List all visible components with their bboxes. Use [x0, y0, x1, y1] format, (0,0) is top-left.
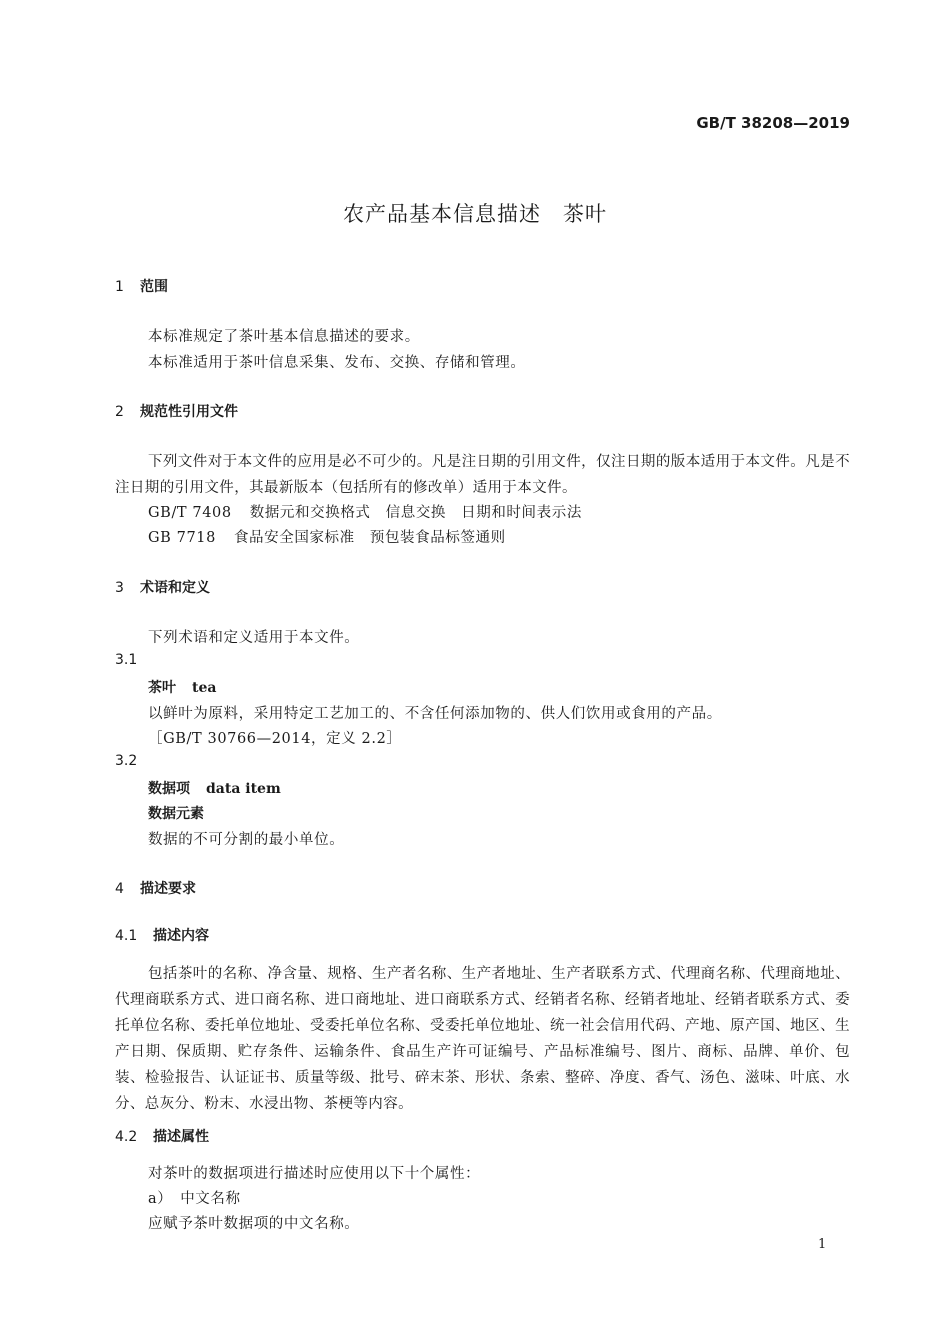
section-3-heading — [115, 577, 210, 597]
term-source: ［GB/T 30766—2014，定义 2.2］ — [148, 731, 402, 747]
term-en: data item — [206, 781, 281, 797]
section-title: 描述属性 — [153, 1129, 209, 1145]
reference-code: GB 7718 — [148, 530, 216, 546]
list-item-description: 应赋予茶叶数据项的中文名称。 — [148, 1216, 360, 1232]
attributes-intro: 对茶叶的数据项进行描述时应使用以下十个属性： — [148, 1166, 481, 1182]
scope-paragraph-2: 本标准适用于茶叶信息采集、发布、交换、存储和管理。 — [148, 355, 526, 371]
standard-number: GB/T 38208—2019 — [696, 114, 850, 132]
term-name — [148, 778, 281, 798]
section-title: 描述要求 — [140, 881, 196, 897]
terms-intro: 下列术语和定义适用于本文件。 — [148, 630, 360, 646]
section-title: 术语和定义 — [140, 580, 210, 596]
description-content-paragraph: 包括茶叶的名称、净含量、规格、生产者名称、生产者地址、生产者联系方式、代理商名称、代理商地址、代理商联系方式、进口商名称、进口商地址、进口商联系方式、经销者名称、经销者地址、经销者联系方式、委托单位名称、委托单位地址、受委托单位名称、受委托单位地址、统一社会信用代码、产地、原产国、地区、生产日期、保质期、贮存条件、运输条件、食品生产许可证编号、产品标准编号、图片、商标、品牌、单价、包装、检验报告、认证证书、质量等级、批号、碎末茶、形状、条索、整碎、净度、香气、汤色、滋味、叶底、水分、总灰分、粉末、水浸出物、茶梗等内容。 — [115, 966, 850, 1112]
section-2-heading — [115, 401, 238, 421]
term-zh: 茶叶 — [148, 680, 176, 696]
page-number: 1 — [818, 1237, 827, 1252]
term-definition: 以鲜叶为原料，采用特定工艺加工的、不含任何添加物的、供人们饮用或食用的产品。 — [148, 706, 722, 722]
term-number: 3.2 — [115, 753, 138, 769]
reference-title: 数据元和交换格式 信息交换 日期和时间表示法 — [249, 505, 582, 521]
list-item: a） 中文名称 — [148, 1191, 241, 1207]
section-1-heading — [115, 276, 168, 296]
term-name — [148, 677, 216, 697]
reference-code: GB/T 7408 — [148, 505, 232, 521]
section-number: 3 — [115, 580, 124, 596]
section-4-1-heading — [115, 925, 209, 945]
section-number: 4.2 — [115, 1129, 138, 1145]
section-title: 描述内容 — [153, 928, 209, 944]
scope-paragraph-1: 本标准规定了茶叶基本信息描述的要求。 — [148, 329, 420, 345]
section-number: 4 — [115, 881, 124, 897]
term-zh: 数据项 — [148, 781, 190, 797]
term-number: 3.1 — [115, 652, 138, 668]
term-en: tea — [192, 680, 217, 696]
section-title: 规范性引用文件 — [140, 404, 238, 420]
section-number: 1 — [115, 279, 124, 295]
term-definition: 数据的不可分割的最小单位。 — [148, 832, 345, 848]
reference-item — [148, 501, 582, 522]
normative-references-paragraph: 下列文件对于本文件的应用是必不可少的。凡是注日期的引用文件，仅注日期的版本适用于本文件。凡是不注日期的引用文件，其最新版本（包括所有的修改单）适用于本文件。 — [115, 454, 850, 496]
reference-item — [148, 526, 506, 547]
section-number: 4.1 — [115, 928, 138, 944]
reference-title: 食品安全国家标准 预包装食品标签通则 — [233, 530, 506, 546]
section-title: 范围 — [140, 279, 168, 295]
section-4-heading — [115, 878, 196, 898]
term-synonym: 数据元素 — [148, 806, 204, 822]
section-number: 2 — [115, 404, 124, 420]
document-title: 农产品基本信息描述 茶叶 — [343, 202, 607, 226]
section-4-2-heading — [115, 1126, 209, 1146]
